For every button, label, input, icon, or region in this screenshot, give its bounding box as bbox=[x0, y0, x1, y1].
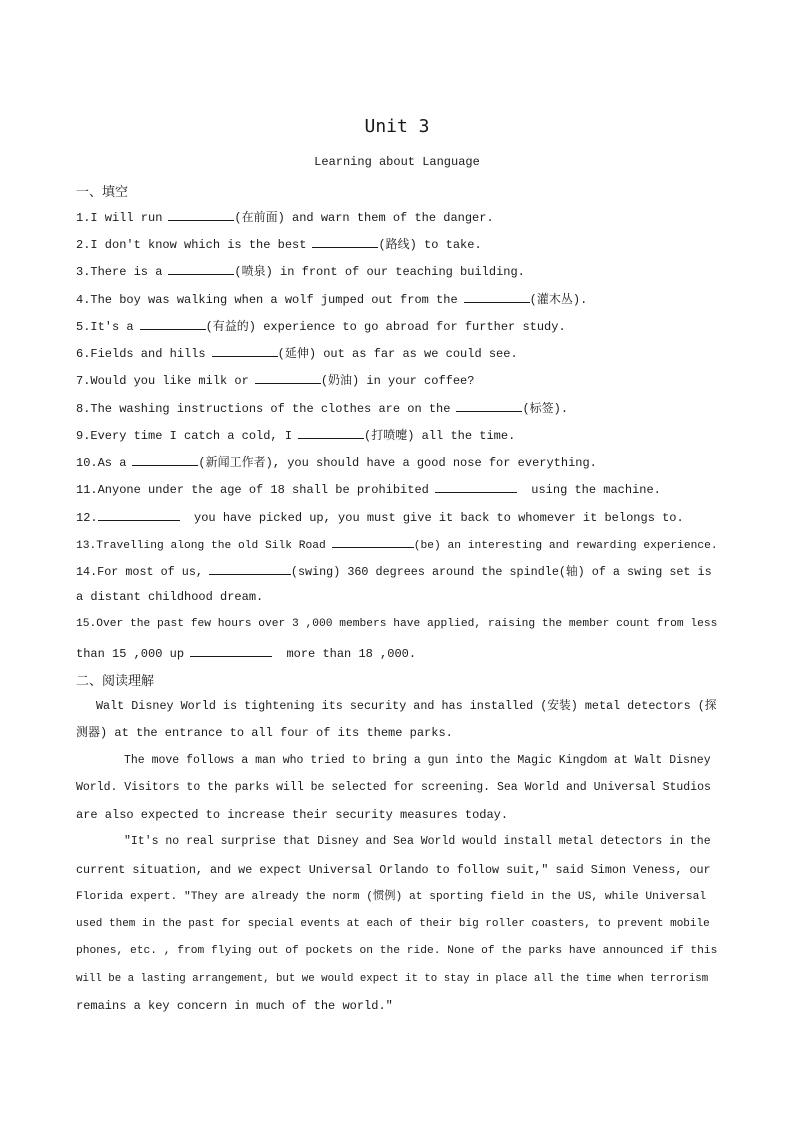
question-9: 9.Every time I catch a cold, I (打喷嚏) all the time. bbox=[76, 426, 718, 444]
passage-line: Florida expert. "They are already the norm (惯例) at sporting field in the US, while Universal bbox=[76, 891, 707, 903]
question-6: 6.Fields and hills (延伸) out as far as we could see. bbox=[76, 344, 718, 362]
passage-line: 测器) at the entrance to all four of its theme parks. bbox=[76, 726, 453, 740]
answer-blank[interactable] bbox=[209, 562, 291, 575]
question-4: 4.The boy was walking when a wolf jumped out from the (灌木丛). bbox=[76, 290, 718, 308]
answer-blank[interactable] bbox=[298, 426, 364, 439]
answer-blank[interactable] bbox=[255, 371, 321, 384]
answer-blank[interactable] bbox=[132, 453, 198, 466]
question-5: 5.It's a (有益的) experience to go abroad for further study. bbox=[76, 317, 718, 335]
page-subtitle: Learning about Language bbox=[314, 155, 480, 169]
answer-blank[interactable] bbox=[140, 317, 206, 330]
passage-line: "It's no real surprise that Disney and Sea World would install metal detectors in the bbox=[124, 835, 711, 848]
question-8: 8.The washing instructions of the clothes are on the (标签). bbox=[76, 399, 718, 417]
passage-line: phones, etc. , from flying out of pockets on the ride. None of the parks have announced if this bbox=[76, 945, 718, 957]
passage-line: The move follows a man who tried to bring a gun into the Magic Kingdom at Walt Disney bbox=[124, 754, 711, 767]
answer-blank[interactable] bbox=[168, 262, 234, 275]
question-14-continued: a distant childhood dream. bbox=[76, 590, 264, 604]
answer-blank[interactable] bbox=[464, 290, 530, 303]
question-12: 12. you have picked up, you must give it back to whomever it belongs to. bbox=[76, 508, 718, 526]
answer-blank[interactable] bbox=[456, 399, 522, 412]
answer-blank[interactable] bbox=[435, 480, 517, 493]
question-11: 11.Anyone under the age of 18 shall be prohibited using the machine. bbox=[76, 480, 718, 498]
answer-blank[interactable] bbox=[168, 208, 234, 221]
answer-blank[interactable] bbox=[190, 644, 272, 657]
passage-line: used them in the past for special events at each of their big roller coasters, to prevent mobile bbox=[76, 918, 710, 930]
question-3: 3.There is a (喷泉) in front of our teaching building. bbox=[76, 262, 718, 280]
answer-blank[interactable] bbox=[98, 508, 180, 521]
passage-line: will be a lasting arrangement, but we would expect it to stay in place all the time when terrorism bbox=[76, 973, 709, 985]
question-1: 1.I will run (在前面) and warn them of the danger. bbox=[76, 208, 718, 226]
passage-line: are also expected to increase their security measures today. bbox=[76, 808, 509, 822]
section-heading-fill-in: 一、填空 bbox=[76, 185, 129, 200]
passage-line: current situation, and we expect Universal Orlando to follow suit," said Simon Veness, our bbox=[76, 863, 711, 877]
question-2: 2.I don't know which is the best (路线) to take. bbox=[76, 235, 718, 253]
answer-blank[interactable] bbox=[212, 344, 278, 357]
question-15-continued: than 15 ,000 up more than 18 ,000. bbox=[76, 644, 718, 662]
question-15: 15.Over the past few hours over 3 ,000 members have applied, raising the member count from less bbox=[76, 618, 718, 630]
page-title: Unit 3 bbox=[364, 116, 430, 137]
question-10: 10.As a (新闻工作者), you should have a good nose for everything. bbox=[76, 453, 718, 471]
question-13: 13.Travelling along the old Silk Road (be) an interesting and rewarding experience. bbox=[76, 535, 718, 554]
answer-blank[interactable] bbox=[332, 535, 414, 548]
question-14: 14.For most of us, (swing) 360 degrees around the spindle(轴) of a swing set is bbox=[76, 562, 718, 580]
section-heading-reading: 二、阅读理解 bbox=[76, 674, 155, 689]
answer-blank[interactable] bbox=[312, 235, 378, 248]
passage-line: Walt Disney World is tightening its security and has installed (安装) metal detectors (探 bbox=[96, 699, 717, 713]
passage-line: World. Visitors to the parks will be selected for screening. Sea World and Universal Studios bbox=[76, 781, 711, 794]
passage-line: remains a key concern in much of the world." bbox=[76, 999, 393, 1013]
question-7: 7.Would you like milk or (奶油) in your coffee? bbox=[76, 371, 718, 389]
